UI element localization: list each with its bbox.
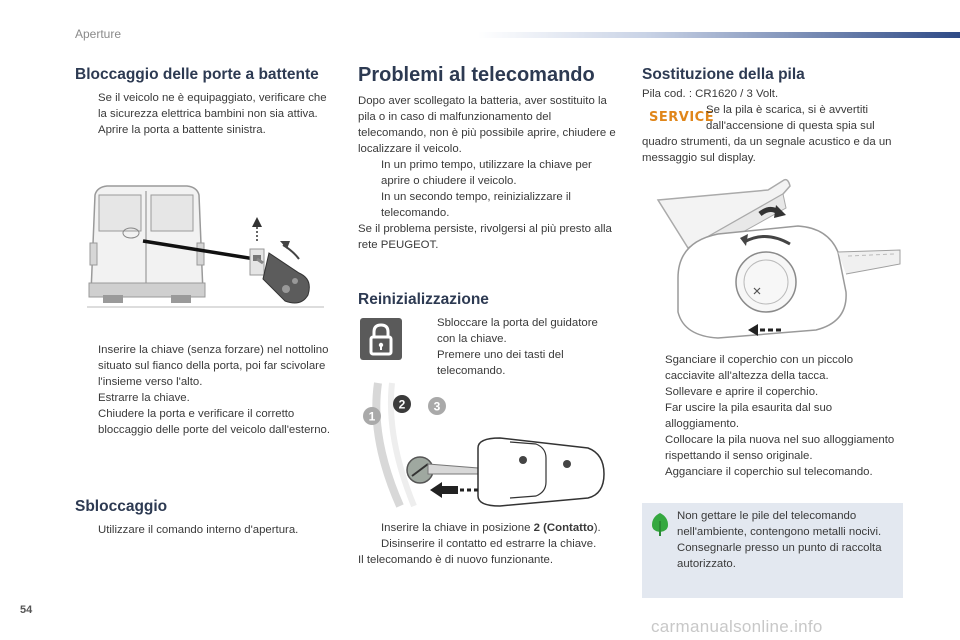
list-item: Collocare la pila nuova nel suo alloggiamento rispettando il senso originale. <box>665 434 895 462</box>
step-label: 3 <box>433 399 441 414</box>
list-item: Agganciare il coperchio sul telecomando. <box>665 466 873 478</box>
key-fob-battery-illustration <box>648 172 903 347</box>
page-number: 54 <box>20 604 33 616</box>
heading-problemi-telecomando: Problemi al telecomando <box>358 64 595 86</box>
section-title: Aperture <box>75 27 122 41</box>
col1-bottom-list <box>75 522 333 538</box>
list-item: Premere uno dei tasti del telecomando. <box>437 349 564 377</box>
header-accent-bar <box>478 32 960 38</box>
leaf-icon <box>650 511 670 537</box>
step-label: 2 <box>398 397 406 412</box>
col1-mid-list <box>75 342 333 438</box>
list-item: In un primo tempo, utilizzare la chiave per aprire o chiudere il veicolo. <box>381 159 592 187</box>
col2-bottom-block <box>358 520 626 568</box>
watermark: carmanualsonline.info <box>651 617 823 636</box>
list-item: Sollevare e aprire il coperchio. <box>665 386 819 398</box>
reinit-list <box>414 315 619 379</box>
heading-sostituzione-pila: Sostituzione della pila <box>642 66 805 83</box>
list-item: Sganciare il coperchio con un piccolo cacciavite all'altezza della tacca. <box>665 354 854 382</box>
list-item: Inserire la chiave in posizione 2 (Contatto). <box>381 522 601 534</box>
list-item: Far uscire la pila esaurita dal suo alloggiamento. <box>665 402 833 430</box>
list-item: Se il veicolo ne è equipaggiato, verificare che la sicurezza elettrica bambini non sia attiva. <box>98 92 327 120</box>
warning-line2: dall'accensione di questa spia sul <box>706 120 875 132</box>
heading-reinizializzazione: Reinizializzazione <box>358 291 489 308</box>
list-item: Estrarre la chiave. <box>98 392 190 404</box>
list-item: Inserire la chiave (senza forzare) nel nottolino situato sul fianco della porta, poi far scivolare l'insieme verso l'alto. <box>98 344 329 388</box>
heading-bloccaggio: Bloccaggio delle porte a battente <box>75 66 319 83</box>
intro-paragraph: Dopo aver scollegato la batteria, aver sostituito la pila o in caso di malfunzionamento del telecomando, non è più possibile aprire, chiudere e localizzare il veicolo. <box>358 95 616 155</box>
warning-rest: quadro strumenti, da un segnale acustico e da un messaggio sul display. <box>642 136 892 164</box>
outro-paragraph: Se il problema persiste, rivolgersi al più presto alla rete PEUGEOT. <box>358 223 612 251</box>
lock-icon <box>360 318 402 360</box>
list-item: In un secondo tempo, reinizializzare il telecomando. <box>381 191 571 219</box>
replacement-steps-list <box>642 352 904 480</box>
step-label: 1 <box>368 409 376 424</box>
list-item: Disinserire il contatto ed estrarre la chiave. <box>381 538 597 550</box>
heading-sbloccaggio: Sbloccaggio <box>75 498 168 515</box>
list-item: Chiudere la porta e verificare il corretto bloccaggio delle porte del veicolo dall'esterno. <box>98 408 331 436</box>
list-item: Utilizzare il comando interno d'apertura. <box>98 524 299 536</box>
final-paragraph: Il telecomando è di nuovo funzionante. <box>358 554 554 566</box>
list-item: Aprire la porta a battente sinistra. <box>98 124 266 136</box>
warning-line1: Se la pila è scarica, si è avvertiti <box>706 104 869 116</box>
battery-code: Pila cod. : CR1620 / 3 Volt. <box>642 88 779 100</box>
col1-top-list <box>75 90 333 138</box>
col2-intro-block <box>358 93 620 253</box>
eco-note-text: Non gettare le pile del telecomando nell'ambiente, contengono metalli nocivi. Consegnarle presso un punto di raccolta autorizzato. <box>677 510 882 570</box>
list-item: Sbloccare la porta del guidatore con la chiave. <box>437 317 598 345</box>
van-rear-illustration <box>87 183 324 311</box>
service-warning-icon: SERVICE <box>649 110 715 125</box>
key-ignition-illustration <box>360 378 610 513</box>
